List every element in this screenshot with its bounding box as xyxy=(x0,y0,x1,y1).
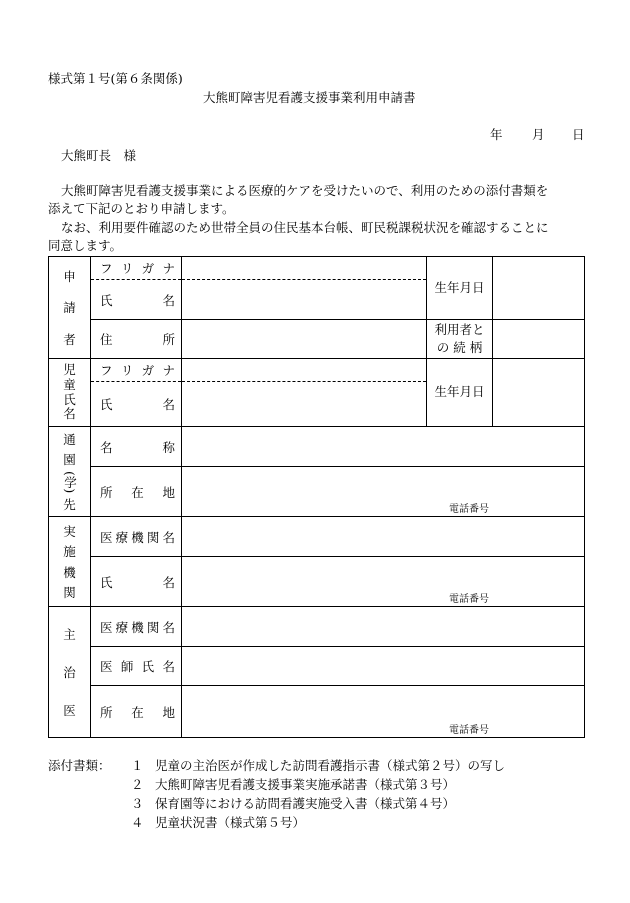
provider-name-label: 氏 名 xyxy=(91,557,182,607)
school-section-label: 通 園 (学) 先 xyxy=(49,427,91,517)
attachment-num: ４ xyxy=(131,815,144,830)
form-number: 様式第１号(第６条関係) xyxy=(48,71,183,86)
school-name-label: 名 称 xyxy=(91,427,182,467)
doctor-name-label: 医 師 氏 名 xyxy=(91,647,182,686)
child-name-label: 氏 名 xyxy=(91,382,182,427)
provider-institution-label: 医 療 機 関 名 xyxy=(91,517,182,557)
school-name-field[interactable] xyxy=(182,427,585,467)
provider-section-label: 実 施 機 関 xyxy=(49,517,91,607)
attachment-item: 保育園等における訪問看護実施受入書（様式第４号） xyxy=(155,796,456,811)
school-location-field[interactable] xyxy=(182,467,585,517)
attachment-item: 大熊町障害児看護支援事業実施承諾書（様式第３号） xyxy=(155,777,456,792)
child-name-field[interactable] xyxy=(182,382,427,427)
child-birthdate-field[interactable] xyxy=(493,359,585,427)
child-birthdate-label: 生年月日 xyxy=(427,359,493,427)
doctor-institution-label: 医 療 機 関 名 xyxy=(91,607,182,647)
addressee: 大熊町長 様 xyxy=(61,148,137,163)
school-phone-label: 電話番号 xyxy=(449,504,489,515)
doctor-section-label: 主 治 医 xyxy=(49,607,91,738)
provider-institution-field[interactable] xyxy=(182,517,585,557)
provider-phone-label: 電話番号 xyxy=(449,594,489,605)
doctor-phone-label: 電話番号 xyxy=(449,725,489,736)
doctor-name-field[interactable] xyxy=(182,647,585,686)
attachment-num: ３ xyxy=(131,796,144,811)
attachment-item: 児童状況書（様式第５号） xyxy=(155,815,306,830)
body-para1-line2: 添えて下記のとおり申請します。 xyxy=(48,201,235,216)
child-section-label: 児 童 氏 名 xyxy=(49,359,91,427)
school-location-label: 所 在 地 xyxy=(91,467,182,517)
relation-label: 利用者と の 続 柄 xyxy=(427,320,493,359)
applicant-furigana-label: フ リ ガ ナ xyxy=(91,257,182,280)
applicant-address-field[interactable] xyxy=(182,320,427,359)
attachment-num: ２ xyxy=(131,777,144,792)
attachment-item: 児童の主治医が作成した訪問看護指示書（様式第２号）の写し xyxy=(155,758,506,773)
applicant-name-label: 氏 名 xyxy=(91,280,182,320)
doctor-location-label: 所 在 地 xyxy=(91,686,182,738)
applicant-birthdate-label: 生年月日 xyxy=(427,257,493,320)
attachments-label: 添付書類： xyxy=(48,758,111,773)
applicant-furigana-field[interactable] xyxy=(182,257,427,280)
applicant-name-field[interactable] xyxy=(182,280,427,320)
child-furigana-field[interactable] xyxy=(182,359,427,382)
body-para2-line1: なお、利用要件確認のため世帯全員の住民基本台帳、町民税課税状況を確認することに xyxy=(61,220,549,235)
form-title: 大熊町障害児看護支援事業利用申請書 xyxy=(203,90,416,105)
body-para2-line2: 同意します。 xyxy=(48,238,123,253)
provider-name-field[interactable] xyxy=(182,557,585,607)
applicant-section-label: 申 請 者 xyxy=(49,257,91,359)
date-year-label: 年 xyxy=(490,127,503,142)
applicant-birthdate-field[interactable] xyxy=(493,257,585,320)
doctor-location-field[interactable] xyxy=(182,686,585,738)
applicant-address-label: 住 所 xyxy=(91,320,182,359)
child-furigana-label: フ リ ガ ナ xyxy=(91,359,182,382)
body-para1-line1: 大熊町障害児看護支援事業による医療的ケアを受けたいので、利用のための添付書類を xyxy=(61,183,549,198)
attachment-num: １ xyxy=(131,758,144,773)
application-form-table xyxy=(48,256,585,738)
relation-field[interactable] xyxy=(493,320,585,359)
date-day-label: 日 xyxy=(572,127,585,142)
doctor-institution-field[interactable] xyxy=(182,607,585,647)
date-month-label: 月 xyxy=(532,127,545,142)
